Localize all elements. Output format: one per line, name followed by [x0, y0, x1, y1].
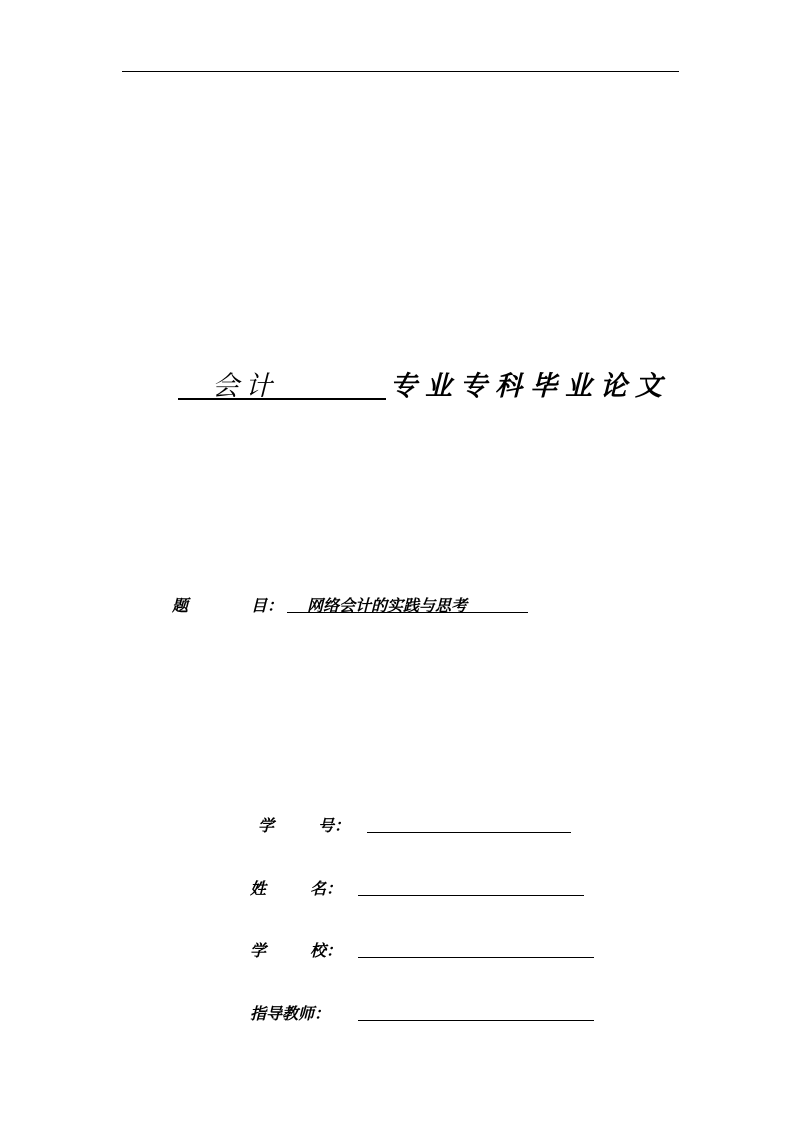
topic-label-second: 目： [251, 596, 284, 615]
topic-label-first: 题 [172, 596, 189, 615]
topic-label [172, 593, 283, 616]
name-row [250, 876, 610, 900]
school-label-second: 校： [310, 941, 343, 960]
major-value: 会计 [212, 371, 278, 402]
school-label-first: 学 [250, 941, 267, 960]
name-field[interactable] [358, 876, 584, 896]
advisor-row [250, 1001, 610, 1025]
topic-value: 网络会计的实践与思考 [307, 596, 468, 615]
name-label-second: 名： [310, 879, 343, 898]
student-id-label-first: 学 [258, 816, 275, 835]
school-field[interactable] [358, 938, 594, 958]
topic-row [172, 593, 552, 617]
topic-field [287, 593, 528, 613]
thesis-title [178, 362, 678, 406]
title-suffix: 专业专科毕业论文 [390, 371, 670, 402]
student-id-label [258, 813, 350, 836]
name-label [250, 876, 342, 899]
header-rule [122, 71, 679, 72]
student-id-row [258, 813, 618, 837]
advisor-label: 指导教师： [250, 1004, 331, 1023]
advisor-field[interactable] [358, 1001, 594, 1021]
student-id-field[interactable] [367, 813, 571, 833]
school-label [250, 938, 342, 961]
student-id-label-second: 号： [318, 816, 351, 835]
major-field [178, 362, 386, 400]
name-label-first: 姓 [250, 879, 267, 898]
school-row [250, 938, 610, 962]
